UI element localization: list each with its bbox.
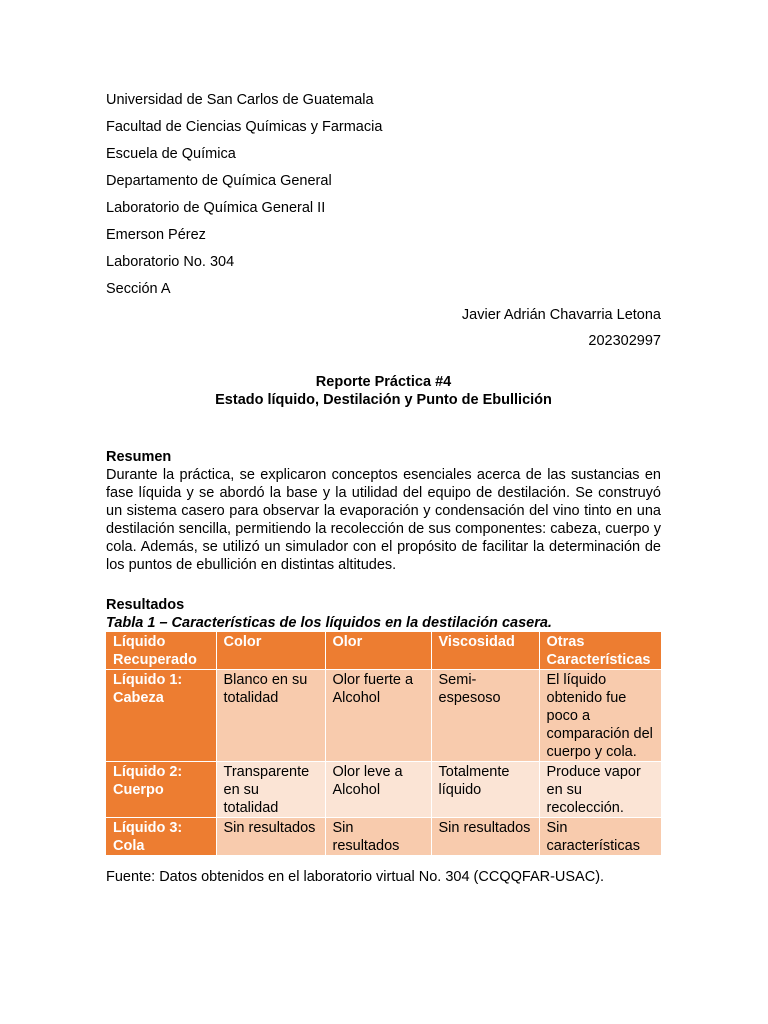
author-id: 202302997 [588,333,661,349]
table-row [106,670,661,762]
table-row [106,818,661,856]
resultados-heading: Resultados [106,597,185,613]
report-title [106,373,661,409]
header-university: Universidad de San Carlos de Guatemala [106,92,374,108]
header-school: Escuela de Química [106,146,236,162]
header-cell-otras: Otras Características [539,632,661,670]
table-cell: Totalmente líquido [431,762,539,818]
table-cell: Semi-espesoso [431,670,539,762]
table-row [106,762,661,818]
header-cell-color: Color [216,632,325,670]
table-cell: Sin resultados [431,818,539,856]
institution-header [106,90,661,306]
header-cell-viscosidad: Viscosidad [431,632,539,670]
header-section: Sección A [106,281,171,297]
header-laboratory: Laboratorio de Química General II [106,200,326,216]
header-instructor: Emerson Pérez [106,227,206,243]
results-table [106,632,662,856]
author-block [106,306,661,358]
table-caption: Tabla 1 – Características de los líquidos en la destilación casera. [106,615,552,631]
table-header-row [106,632,661,670]
author-name: Javier Adrián Chavarria Letona [461,307,661,323]
report-title-line-2: Estado líquido, Destilación y Punto de Ebullición [215,392,552,408]
table-cell: Sin resultados [216,818,325,856]
table-cell: Transparente en su totalidad [216,762,325,818]
header-cell-olor: Olor [325,632,431,670]
table-cell: Sin resultados [325,818,431,856]
row-label: Líquido 1: Cabeza [106,670,216,762]
table-cell: Blanco en su totalidad [216,670,325,762]
table-cell: El líquido obtenido fue poco a comparación del cuerpo y cola. [539,670,661,762]
header-lab-number: Laboratorio No. 304 [106,254,235,270]
resumen-heading: Resumen [106,449,172,465]
row-label: Líquido 3: Cola [106,818,216,856]
table-cell: Olor leve a Alcohol [325,762,431,818]
table-cell: Olor fuerte a Alcohol [325,670,431,762]
resumen-text: Durante la práctica, se explicaron conceptos esenciales acerca de las sustancias en fase líquida y se abordó la base y la utilidad del equipo de destilación. Se construyó un sistema casero para observar la evaporación y condensación del vino tinto en una destilación sencilla, permitiendo la recolección de sus componentes: cabeza, cuerpo y cola. Además, se utilizó un simulador con el propósito de facilitar la determinación de los puntos de ebullición en distintas altitudes. [106,467,661,573]
row-label: Líquido 2: Cuerpo [106,762,216,818]
header-faculty: Facultad de Ciencias Químicas y Farmacia [106,119,383,135]
table-cell: Sin características [539,818,661,856]
table-cell: Produce vapor en su recolección. [539,762,661,818]
report-title-line-1: Reporte Práctica #4 [315,374,452,390]
header-cell-liquido: Líquido Recuperado [106,632,216,670]
table-source-note: Fuente: Datos obtenidos en el laboratorio virtual No. 304 (CCQQFAR-USAC). [106,869,605,885]
header-department: Departamento de Química General [106,173,332,189]
